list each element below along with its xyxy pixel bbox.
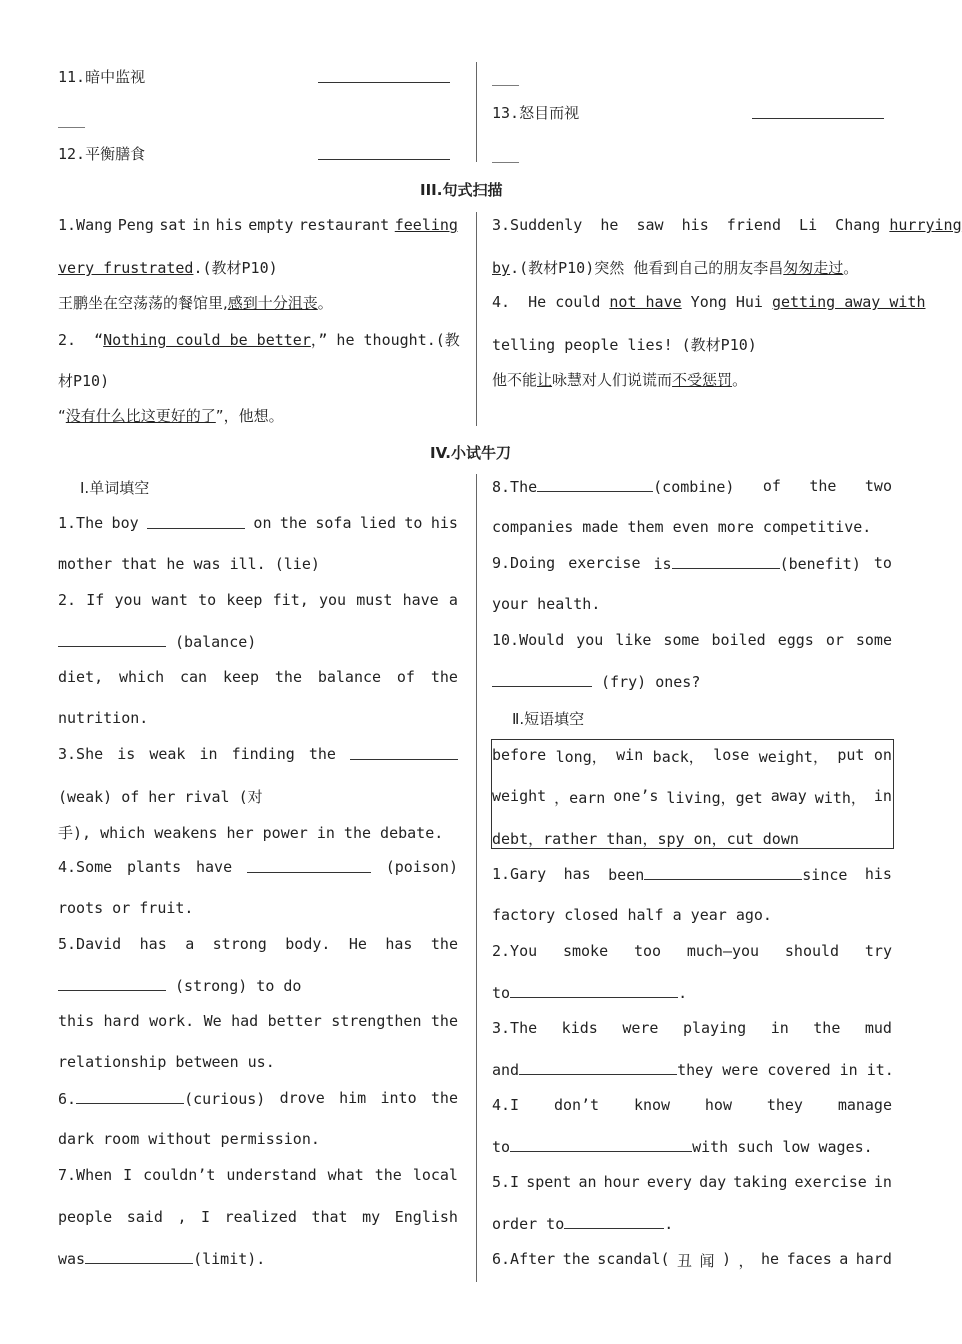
part-2-heading: Ⅱ.短语填空 (512, 710, 585, 728)
q2-line-4: nutrition. (58, 709, 149, 727)
column-divider (476, 474, 477, 1282)
answer-blank[interactable] (76, 1089, 184, 1104)
q9-line-1: 9.Doing exercise is (benefit) to (492, 554, 892, 573)
sentence-1-translation: 王鹏坐在空荡荡的餐馆里,感到十分沮丧。 (58, 294, 333, 312)
answer-blank[interactable] (85, 1249, 193, 1264)
sentence-1-line-1: 1.Wang Peng sat in his empty restaurant feeling (58, 216, 458, 234)
q1-line-2: mother that he was ill. (lie) (58, 555, 320, 573)
sentence-4-translation: 他不能让咏慧对人们说谎而不受惩罚。 (492, 371, 748, 389)
sentence-2-translation: “没有什么比这更好的了”，他想。 (58, 407, 284, 425)
q8-line-1: 8.The (combine) of the two (492, 477, 892, 496)
q3-line-2: (weak) of her rival (对 (58, 788, 263, 806)
blank-continuation: ___ (492, 68, 520, 86)
answer-blank[interactable] (318, 68, 450, 83)
phrase-bank-line-3: debt，rather than，spy on，cut down (492, 830, 799, 848)
q5-line-4: relationship between us. (58, 1053, 275, 1071)
sentence-1-line-2: very frustrated.(教材P10) (58, 259, 278, 277)
q8-line-2: companies made them even more competitive. (492, 518, 872, 536)
answer-blank[interactable] (58, 632, 166, 647)
section-title-practice: IV.小试牛刀 (430, 444, 511, 462)
phrase-bank-line-1: before long， win back， lose weight， put on (492, 746, 892, 766)
q6-line-1: 6. (curious) drove him into the (58, 1089, 458, 1108)
vocab-item-12: 12.平衡膳食 (58, 145, 146, 163)
answer-blank[interactable] (247, 858, 371, 873)
p1-line-1: 1.Gary has been since his (492, 865, 892, 884)
q3-line-3: 手), which weakens her power in the debate. (58, 824, 444, 842)
part-1-heading: Ⅰ.单词填空 (80, 479, 150, 497)
p2-line-2: to . (492, 984, 688, 1002)
sentence-3-line-1: 3.Suddenly he saw his friend Li Chang hurrying (492, 216, 962, 234)
sentence-4-line-1: 4. He could not have Yong Hui getting away with (492, 293, 926, 311)
p4-line-1: 4.I don’t know how they manage (492, 1096, 892, 1114)
phrase-bank-line-2: weight ，earn one’s living，get away with， in (492, 787, 892, 807)
p4-line-2: to with such low wages. (492, 1138, 873, 1156)
answer-blank[interactable] (147, 514, 245, 529)
p3-line-1: 3.The kids were playing in the mud (492, 1019, 892, 1037)
answer-blank[interactable] (672, 554, 780, 569)
q7-line-2: people said , I realized that my English (58, 1208, 458, 1226)
answer-blank[interactable] (492, 672, 592, 687)
p6-line-1: 6.After the scandal( 丑 闻 ) ， he faces a hard (492, 1250, 892, 1270)
vocab-item-11: 11.暗中监视 (58, 68, 146, 86)
answer-blank[interactable] (564, 1214, 664, 1229)
answer-blank[interactable] (644, 865, 802, 880)
answer-blank[interactable] (510, 1137, 692, 1152)
sentence-2-line-2: 材P10) (58, 372, 110, 390)
answer-blank[interactable] (318, 145, 450, 160)
q5-line-2: (strong) to do (58, 976, 301, 995)
answer-blank[interactable] (537, 477, 653, 492)
p5-line-1: 5.I spent an hour every day taking exercise in (492, 1173, 892, 1191)
q7-line-1: 7.When I couldn’t understand what the local (58, 1166, 458, 1184)
q2-line-3: diet, which can keep the balance of the (58, 668, 458, 686)
q9-line-2: your health. (492, 595, 601, 613)
q2-line-1: 2. If you want to keep fit, you must have a (58, 591, 458, 609)
answer-blank[interactable] (519, 1060, 677, 1075)
column-divider (476, 212, 477, 426)
answer-blank[interactable] (752, 104, 884, 119)
q5-line-1: 5.David has a strong body. He has the (58, 935, 458, 953)
sentence-2-line-1: 2. “Nothing could be better，” he thought.(教 (58, 331, 460, 349)
q4-line-2: roots or fruit. (58, 899, 194, 917)
answer-blank[interactable] (58, 976, 166, 991)
q10-line-2: (fry) ones? (492, 672, 700, 691)
q4-line-1: 4.Some plants have (poison) (58, 858, 458, 876)
section-title-sentences: III.句式扫描 (420, 181, 503, 199)
p1-line-2: factory closed half a year ago. (492, 906, 772, 924)
answer-blank[interactable] (510, 983, 678, 998)
blank-continuation: ___ (58, 110, 86, 128)
q10-line-1: 10.Would you like some boiled eggs or some (492, 631, 892, 649)
q6-line-2: dark room without permission. (58, 1130, 320, 1148)
q5-line-3: this hard work. We had better strengthen the (58, 1012, 458, 1030)
p3-line-2: and they were covered in it. (492, 1061, 894, 1079)
p5-line-2: order to . (492, 1215, 674, 1233)
q2-line-2: (balance) (58, 632, 256, 651)
q1-line-1: 1.The boy on the sofa lied to his (58, 514, 458, 532)
vocab-item-13: 13.怒目而视 (492, 104, 580, 122)
answer-blank[interactable] (350, 745, 458, 760)
q7-line-3: was (limit). (58, 1250, 266, 1268)
sentence-4-line-2: telling people lies! (教材P10) (492, 336, 757, 354)
p2-line-1: 2.You smoke too much—you should try (492, 942, 892, 960)
blank-continuation: ___ (492, 145, 520, 163)
q3-line-1: 3.She is weak in finding the (58, 745, 458, 763)
column-divider (476, 62, 477, 162)
sentence-3-line-2: by.(教材P10)突然 他看到自己的朋友李昌匆匆走过。 (492, 259, 859, 277)
